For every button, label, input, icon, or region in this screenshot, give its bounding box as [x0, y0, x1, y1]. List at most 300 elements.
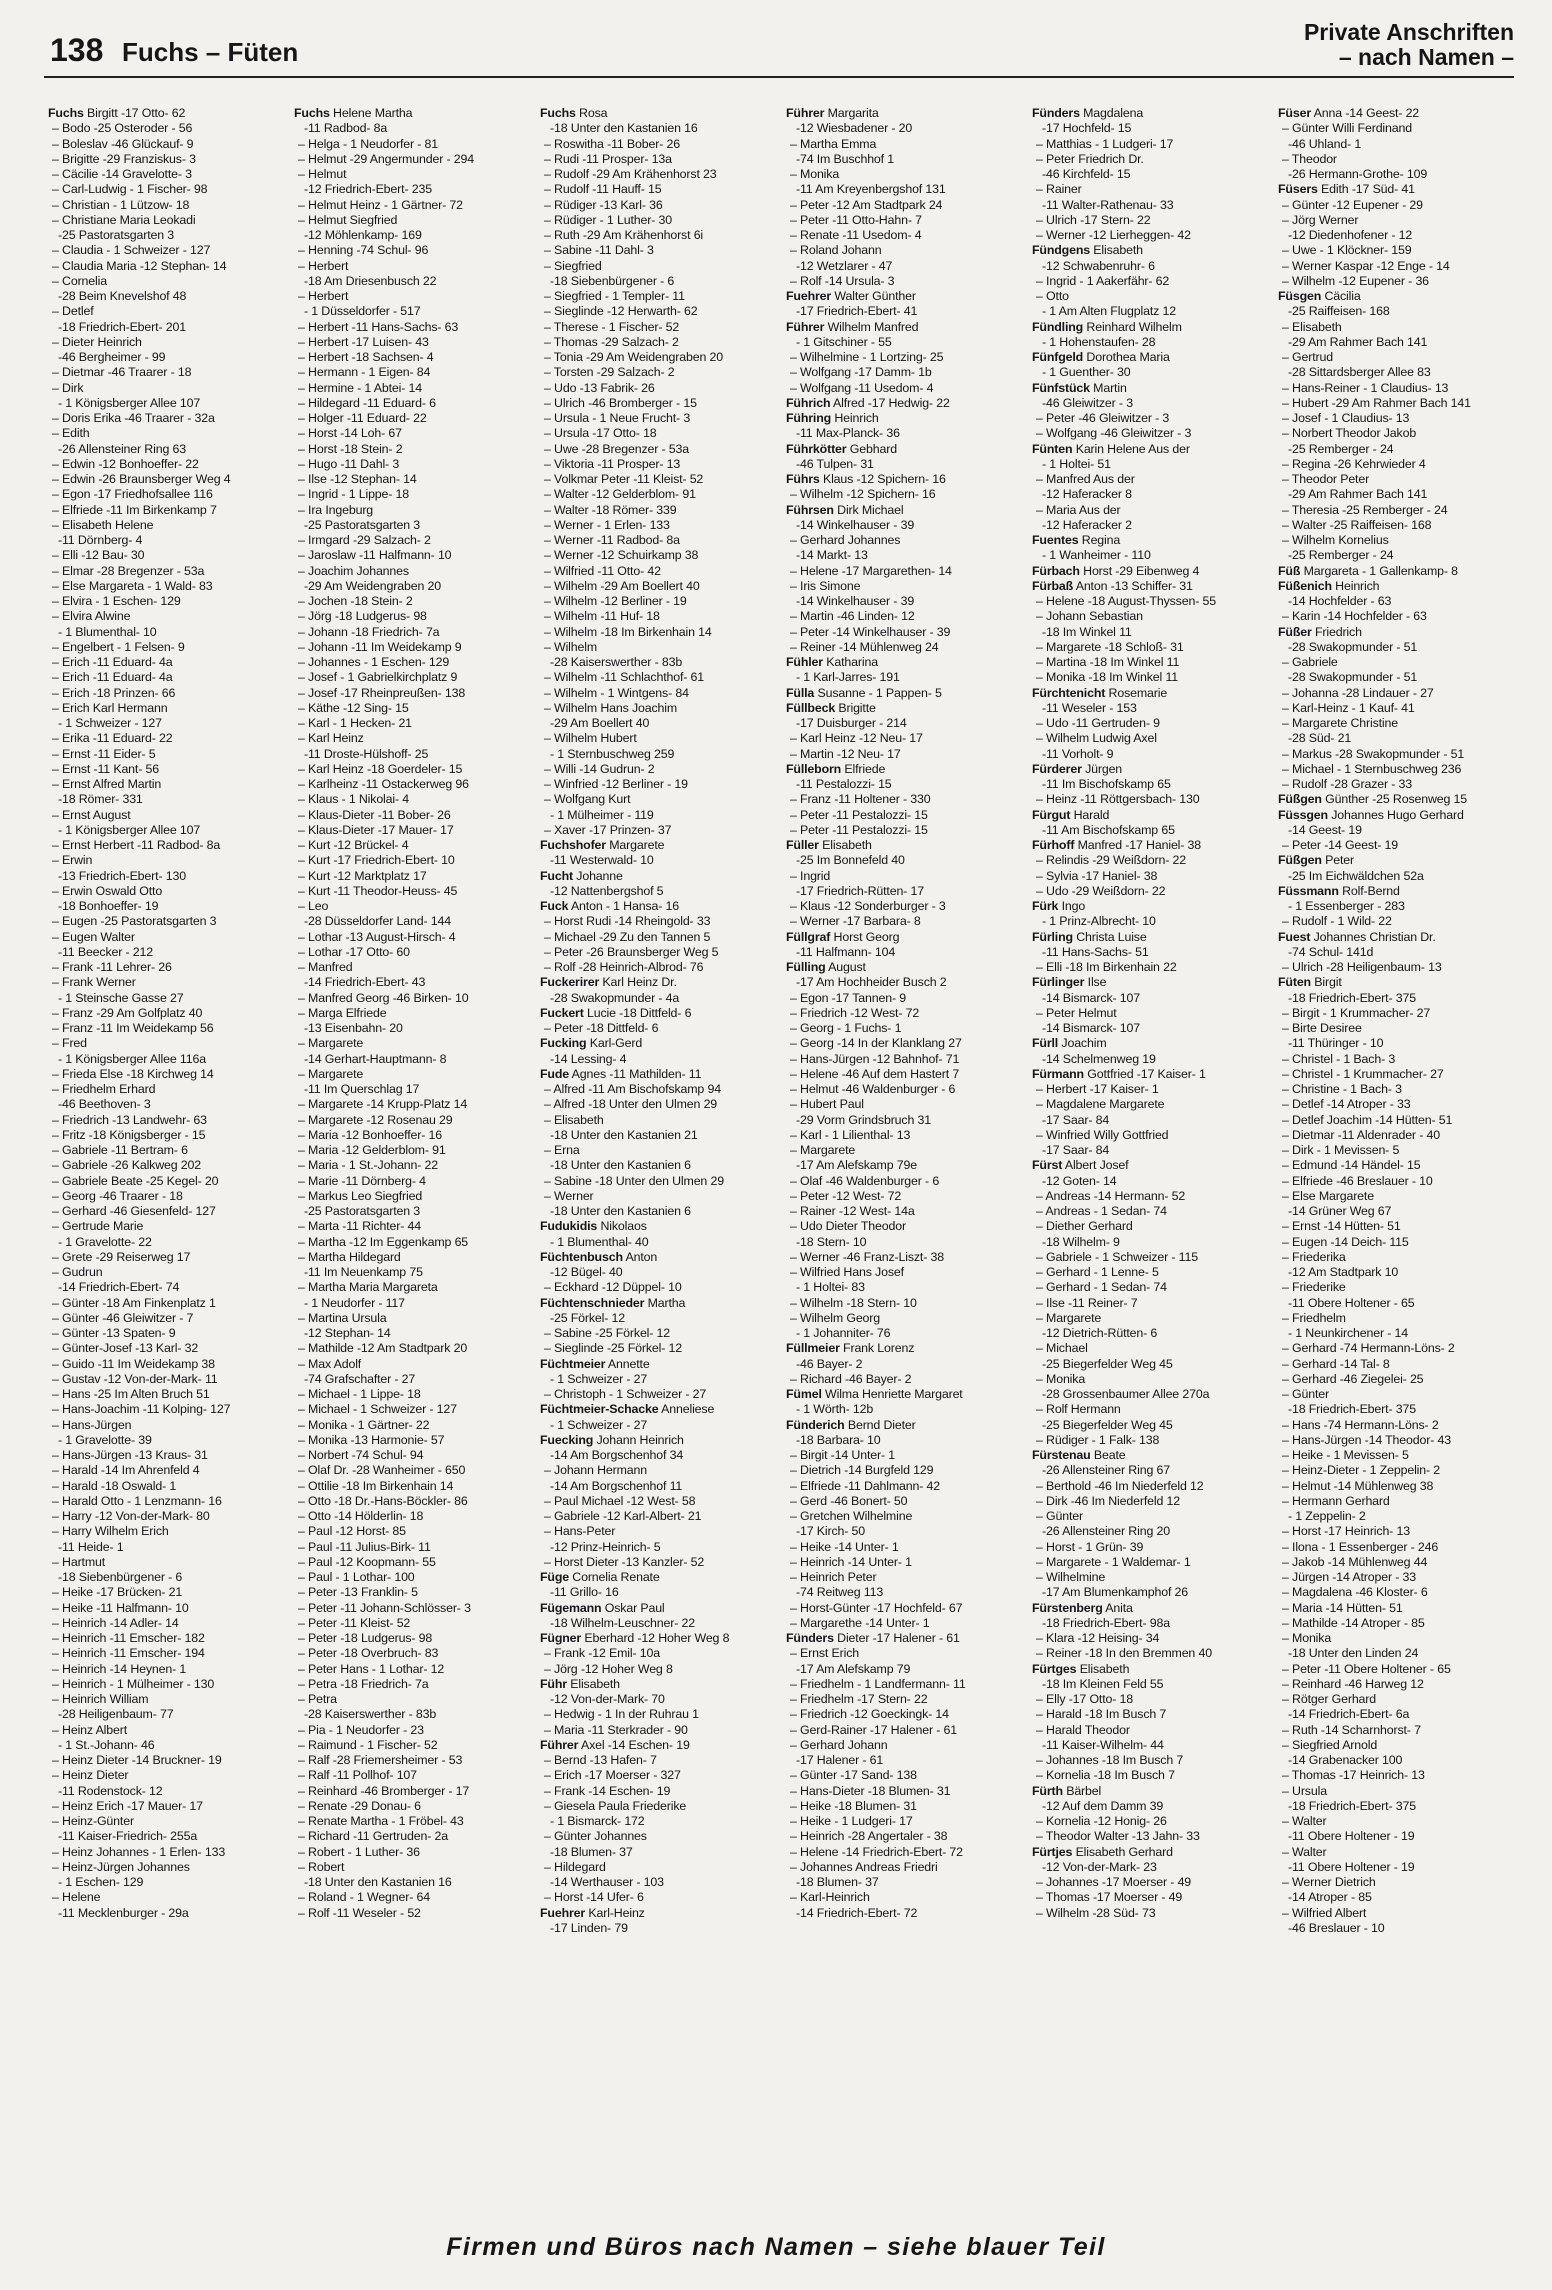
entry-text: – Margarete -12 Rosenau 29	[298, 1112, 453, 1127]
entry-text: – Ilse -11 Reiner- 7	[1036, 1295, 1138, 1310]
entry-text: – Ingrid	[790, 868, 831, 883]
directory-entry	[786, 1570, 1026, 1585]
directory-entry	[294, 381, 534, 396]
directory-entry	[48, 564, 288, 579]
directory-entry	[294, 1494, 534, 1509]
entry-text: – Walter	[1282, 1814, 1327, 1828]
directory-entry	[48, 1646, 288, 1661]
directory-entry	[1032, 1890, 1272, 1905]
surname: Führkötter	[786, 441, 847, 456]
directory-entry	[786, 1448, 1026, 1463]
entry-text: Karin Helene Aus der	[1075, 441, 1190, 456]
directory-entry	[786, 808, 1026, 823]
entry-text: – Matthias - 1 Ludgeri- 17	[1036, 136, 1174, 151]
entry-text: Anton	[625, 1249, 658, 1264]
entry-text: – Peter -11 Obere Holtener - 65	[1282, 1661, 1451, 1676]
entry-text: – Siegfried Arnold	[1282, 1737, 1378, 1752]
directory-entry	[294, 1524, 534, 1539]
directory-entry	[786, 1433, 1026, 1448]
entry-text: -18 Wilhelm- 9	[1042, 1234, 1120, 1249]
entry-text: Elfriede	[844, 761, 886, 776]
entry-text: – Werner -12 Schuirkamp 38	[544, 548, 699, 563]
entry-text: – Elvira Alwine	[52, 609, 131, 624]
entry-text: – Hans-Jürgen -12 Bahnhof- 71	[790, 1051, 960, 1066]
directory-entry	[1278, 289, 1518, 304]
directory-entry	[294, 472, 534, 487]
entry-text: – Jaroslaw -11 Halfmann- 10	[298, 548, 452, 563]
directory-entry	[294, 1646, 534, 1661]
directory-entry	[294, 457, 534, 472]
entry-text: - 1 Neudorfer - 117	[304, 1295, 405, 1310]
directory-entry	[1278, 777, 1518, 792]
entry-text: - 1 Eschen- 129	[58, 1875, 144, 1889]
entry-text: -11 Im Querschlag 17	[304, 1082, 420, 1096]
entry-text: – Detlef -14 Atroper - 33	[1282, 1097, 1411, 1112]
directory-entry	[1032, 1585, 1272, 1600]
directory-entry	[1032, 243, 1272, 258]
surname: Fuchs	[540, 106, 576, 120]
directory-entry	[540, 1387, 780, 1402]
directory-entry	[294, 274, 534, 289]
entry-text: Oskar Paul	[604, 1600, 665, 1615]
directory-entry	[294, 1677, 534, 1692]
directory-entry	[786, 533, 1026, 548]
entry-text: – Hermine - 1 Abtei- 14	[298, 380, 422, 395]
directory-entry	[786, 1738, 1026, 1753]
directory-entry	[294, 396, 534, 411]
directory-entry	[786, 167, 1026, 182]
surname: Fucht	[540, 868, 573, 883]
entry-text: – Peter -13 Franklin- 5	[298, 1585, 418, 1600]
entry-text: Martha	[647, 1295, 686, 1310]
directory-entry	[294, 182, 534, 197]
entry-text: -18 Friedrich-Ebert- 375	[1288, 990, 1416, 1005]
directory-entry	[48, 1738, 288, 1753]
entry-text: - 1 Sternbuschweg 259	[550, 746, 675, 761]
entry-text: – Heinrich -11 Emscher- 194	[52, 1646, 205, 1661]
directory-entry	[48, 1265, 288, 1280]
directory-entry	[48, 1387, 288, 1402]
directory-entry	[540, 914, 780, 929]
entry-text: – Ilse -12 Stephan- 14	[298, 472, 417, 486]
directory-entry	[540, 1814, 780, 1829]
directory-entry	[540, 747, 780, 762]
entry-text: – Heinrich -14 Unter- 1	[790, 1554, 912, 1569]
entry-text: -11 Weseler - 153	[1042, 700, 1137, 715]
entry-text: -29 Am Rahmer Bach 141	[1288, 487, 1428, 502]
entry-text: – Joachim Johannes	[298, 563, 409, 578]
directory-entry	[48, 1219, 288, 1234]
entry-text: – Fred	[52, 1036, 87, 1051]
entry-text: – Ursula	[1282, 1783, 1327, 1798]
entry-text: – Otto -14 Hölderlin- 18	[298, 1509, 424, 1523]
entry-text: – Franz -11 Im Weidekamp 56	[52, 1021, 214, 1035]
directory-entry	[48, 1174, 288, 1189]
directory-entry	[540, 533, 780, 548]
entry-text: – Birgit - 1 Krummacher- 27	[1282, 1005, 1431, 1020]
entry-text: – Friedrich -13 Landwehr- 63	[52, 1112, 207, 1127]
directory-entry	[1032, 1143, 1272, 1158]
entry-text: – Frank Werner	[52, 975, 136, 990]
entry-text: – Helene	[52, 1890, 101, 1905]
entry-text: – Detlef	[52, 304, 94, 319]
entry-text: – Grete -29 Reiserweg 17	[52, 1249, 191, 1264]
entry-text: -12 Dietrich-Rütten- 6	[1042, 1326, 1158, 1340]
directory-entry	[540, 945, 780, 960]
entry-text: Rolf-Bernd	[1342, 883, 1400, 898]
directory-entry	[294, 1250, 534, 1265]
entry-text: – Walter	[1282, 1844, 1327, 1859]
entry-text: – Karl Heinz -12 Neu- 17	[790, 731, 923, 746]
entry-text: - 1 Königsberger Allee 107	[58, 395, 201, 410]
entry-text: – Horst -14 Loh- 67	[298, 426, 402, 441]
directory-entry	[540, 1555, 780, 1570]
entry-text: – Sieglinde -12 Herwarth- 62	[544, 304, 698, 319]
directory-entry	[294, 1463, 534, 1478]
entry-text: – Gerhard Johannes	[790, 533, 901, 547]
directory-entry	[540, 213, 780, 228]
directory-entry	[294, 1006, 534, 1021]
directory-entry	[294, 1662, 534, 1677]
directory-entry	[294, 1616, 534, 1631]
entry-text: – Günter	[1036, 1509, 1084, 1523]
directory-entry	[786, 1631, 1026, 1646]
surname: Fuck	[540, 899, 569, 913]
directory-entry	[294, 609, 534, 624]
directory-entry	[1278, 823, 1518, 838]
directory-entry	[1278, 1570, 1518, 1585]
entry-text: -11 Heide- 1	[58, 1539, 124, 1554]
entry-text: – Dirk	[52, 380, 84, 395]
entry-text: – Gudrun	[52, 1265, 103, 1279]
entry-text: -17 Hochfeld- 15	[1042, 121, 1132, 136]
entry-text: Beate	[1093, 1448, 1126, 1462]
entry-text: – Gabriele - 1 Schweizer - 115	[1036, 1249, 1198, 1264]
directory-entry	[48, 274, 288, 289]
entry-text: Peter	[1325, 853, 1355, 868]
directory-entry	[540, 1494, 780, 1509]
directory-entry	[48, 121, 288, 136]
directory-entry	[786, 1784, 1026, 1799]
directory-entry	[294, 533, 534, 548]
directory-entry	[786, 1677, 1026, 1692]
entry-text: – Ralf -11 Pollhof- 107	[298, 1768, 417, 1783]
directory-entry	[294, 914, 534, 929]
directory-entry	[786, 1326, 1026, 1341]
directory-entry	[540, 930, 780, 945]
entry-text: -28 Süd- 21	[1288, 731, 1352, 746]
entry-text: Agnes -11 Mathilden- 11	[571, 1066, 702, 1081]
entry-text: -26 Allensteiner Ring 63	[58, 441, 186, 456]
entry-text: -11 Grillo- 16	[550, 1585, 619, 1600]
entry-text: – Peter -18 Overbruch- 83	[298, 1646, 439, 1661]
entry-text: – Johannes -18 Im Busch 7	[1036, 1753, 1184, 1767]
directory-entry	[1032, 655, 1272, 670]
directory-entry	[48, 1723, 288, 1738]
surname: Fude	[540, 1066, 569, 1081]
directory-entry	[1278, 1677, 1518, 1692]
directory-entry	[786, 1067, 1026, 1082]
entry-text: -12 Am Stadtpark 10	[1288, 1265, 1399, 1279]
directory-entry	[48, 228, 288, 243]
entry-text: Ingo	[1061, 899, 1086, 913]
directory-entry	[540, 1097, 780, 1112]
entry-text: -12 Haferacker 8	[1042, 487, 1132, 502]
directory-entry	[540, 1280, 780, 1295]
entry-text: – Michael - 1 Schweizer - 127	[298, 1402, 457, 1417]
entry-text: – Wilhelm -18 Stern- 10	[790, 1295, 917, 1310]
directory-entry	[1032, 1021, 1272, 1036]
directory-entry	[786, 228, 1026, 243]
entry-text: – Horst -14 Ufer- 6	[544, 1890, 644, 1905]
directory-entry	[1032, 594, 1272, 609]
directory-entry	[786, 1174, 1026, 1189]
entry-text: Margarete	[609, 838, 665, 852]
entry-text: – Elvira - 1 Eschen- 129	[52, 594, 181, 608]
entry-text: Horst Georg	[833, 929, 900, 944]
directory-entry	[540, 457, 780, 472]
entry-text: – Rudolf - 1 Wild- 22	[1282, 914, 1392, 929]
entry-text: Dieter -17 Halener - 61	[837, 1631, 960, 1645]
directory-entry	[540, 426, 780, 441]
entry-text: Karl-Gerd	[589, 1036, 643, 1051]
entry-text: – Horst-Günter -17 Hochfeld- 67	[790, 1600, 963, 1615]
entry-text: – Rudolf -11 Hauff- 15	[544, 182, 662, 197]
entry-text: – Theodor Peter	[1282, 472, 1370, 486]
entry-text: -18 Unter den Kastanien 16	[550, 121, 698, 136]
directory-entry	[1278, 1448, 1518, 1463]
entry-text: – Ernst Alfred Martin	[52, 777, 162, 791]
directory-entry	[1278, 548, 1518, 563]
directory-entry	[294, 1280, 534, 1295]
entry-text: – Gretchen Wilhelmine	[790, 1509, 913, 1523]
entry-text: – Wilhelm Ludwig Axel	[1036, 731, 1157, 746]
directory-entry	[294, 1341, 534, 1356]
entry-text: – Ingrid - 1 Aakerfähr- 62	[1036, 273, 1170, 288]
directory-entry	[294, 411, 534, 426]
directory-entry	[294, 259, 534, 274]
directory-entry	[1278, 1174, 1518, 1189]
directory-entry	[294, 137, 534, 152]
directory-entry	[294, 899, 534, 914]
entry-text: -12 Haferacker 2	[1042, 517, 1132, 532]
directory-entry	[1278, 1036, 1518, 1051]
entry-text: -18 Friedrich-Ebert- 375	[1288, 1402, 1416, 1417]
directory-entry	[294, 198, 534, 213]
entry-text: – Harald -14 Im Ahrenfeld 4	[52, 1463, 200, 1478]
directory-entry	[786, 640, 1026, 655]
directory-entry	[786, 1692, 1026, 1707]
directory-entry	[48, 442, 288, 457]
entry-text: – Werner -17 Barbara- 8	[790, 914, 921, 929]
surname: Fuecking	[540, 1432, 594, 1447]
directory-entry	[294, 1906, 534, 1921]
entry-text: – Günter	[1282, 1387, 1330, 1401]
entry-text: – Christoph - 1 Schweizer - 27	[544, 1387, 707, 1401]
directory-entry	[1032, 121, 1272, 136]
directory-entry	[540, 442, 780, 457]
surname: Füßenich	[1278, 578, 1332, 593]
directory-entry	[786, 1311, 1026, 1326]
surname: Füller	[786, 838, 819, 852]
entry-text: - 1 Königsberger Allee 107	[58, 822, 201, 837]
directory-entry	[540, 1402, 780, 1417]
entry-text: – Michael - 1 Sternbuschweg 236	[1282, 761, 1462, 776]
directory-entry	[1032, 1768, 1272, 1783]
entry-text: Anneliese	[661, 1402, 715, 1417]
entry-text: -26 Allensteiner Ring 20	[1042, 1524, 1170, 1539]
directory-entry	[1032, 304, 1272, 319]
entry-text: – Erich -11 Eduard- 4a	[52, 655, 173, 669]
entry-text: – Petra	[298, 1692, 337, 1706]
entry-text: -11 Halfmann- 104	[796, 944, 896, 959]
entry-text: – Werner - 1 Erlen- 133	[544, 517, 670, 532]
entry-text: Elisabeth	[570, 1676, 620, 1691]
entry-text: -18 Im Winkel 11	[1042, 624, 1132, 639]
directory-entry	[1032, 533, 1272, 548]
directory-entry	[1032, 1646, 1272, 1661]
surname: Füser	[1278, 106, 1311, 120]
directory-entry	[48, 731, 288, 746]
entry-text: – Heinz -11 Röttgersbach- 130	[1036, 792, 1200, 807]
entry-text: – Herbert	[298, 258, 349, 273]
surname: Fuckerirer	[540, 975, 600, 990]
entry-text: – Gertrud	[1282, 350, 1333, 364]
entry-text: – Wolfgang -11 Usedom- 4	[790, 380, 934, 395]
entry-text: -25 Im Eichwäldchen 52a	[1288, 868, 1424, 883]
directory-entry	[786, 335, 1026, 350]
directory-entry	[294, 1707, 534, 1722]
directory-entry	[48, 1006, 288, 1021]
entry-text: – Margarete -18 Schloß- 31	[1036, 639, 1184, 654]
directory-entry	[540, 1799, 780, 1814]
directory-entry	[540, 1311, 780, 1326]
directory-entry	[786, 1143, 1026, 1158]
directory-entry	[48, 1143, 288, 1158]
directory-entry	[540, 838, 780, 853]
entry-text: Elisabeth	[1093, 243, 1143, 258]
entry-text: – Heinrich Peter	[790, 1570, 877, 1584]
entry-text: -28 Swakopmunder - 4a	[550, 990, 680, 1005]
entry-text: – Christine - 1 Bach- 3	[1282, 1082, 1402, 1096]
directory-entry	[1278, 1341, 1518, 1356]
directory-entry	[48, 1677, 288, 1692]
entry-text: Regina	[1081, 533, 1121, 547]
directory-entry	[294, 1097, 534, 1112]
entry-text: -11 Droste-Hülshoff- 25	[304, 746, 429, 761]
directory-entry	[786, 1296, 1026, 1311]
entry-text: -18 Am Driesenbusch 22	[304, 273, 437, 288]
directory-entry	[540, 1219, 780, 1234]
entry-text: - 1 Hohenstaufen- 28	[1042, 334, 1156, 349]
directory-entry	[1032, 899, 1272, 914]
entry-text: – Helmut Siegfried	[298, 212, 398, 227]
directory-entry	[294, 686, 534, 701]
directory-entry	[1278, 1296, 1518, 1311]
entry-text: – Lothar -17 Otto- 60	[298, 944, 410, 959]
directory-entry	[1032, 1570, 1272, 1585]
entry-text: – Udo -29 Weißdorn- 22	[1036, 883, 1166, 898]
entry-text: -11 Max-Planck- 36	[796, 426, 900, 441]
surname: Füßgen	[1278, 853, 1322, 868]
directory-entry	[48, 1555, 288, 1570]
entry-text: – Lothar -13 August-Hirsch- 4	[298, 929, 456, 944]
directory-entry	[1278, 884, 1518, 899]
directory-entry	[540, 1036, 780, 1051]
directory-entry	[48, 869, 288, 884]
entry-text: Alfred -17 Hedwig- 22	[833, 395, 950, 410]
directory-entry	[1032, 1418, 1272, 1433]
entry-text: – Doris Erika -46 Traarer - 32a	[52, 411, 215, 425]
entry-text: -28 Grossenbaumer Allee 270a	[1042, 1387, 1210, 1401]
entry-text: Joachim	[1061, 1036, 1107, 1051]
entry-text: -17 Friedrich-Rütten- 17	[796, 883, 924, 898]
surname: Füssgen	[1278, 807, 1328, 822]
entry-text: – Hubert -29 Am Rahmer Bach 141	[1282, 395, 1471, 410]
directory-entry	[48, 518, 288, 533]
directory-entry	[1278, 625, 1518, 640]
entry-text: – Norbert Theodor Jakob	[1282, 426, 1417, 441]
entry-text: – Michael	[1036, 1341, 1088, 1356]
entry-text: – Thomas -17 Moerser - 49	[1036, 1890, 1183, 1905]
entry-text: – Dieter Heinrich	[52, 334, 142, 349]
entry-text: Wilma Henriette Margaret	[825, 1387, 963, 1401]
directory-entry	[1032, 1524, 1272, 1539]
directory-entry	[1032, 747, 1272, 762]
directory-entry	[1278, 503, 1518, 518]
entry-text: – Ulrich -17 Stern- 22	[1036, 212, 1151, 227]
entry-text: -14 Winkelhauser - 39	[796, 517, 915, 532]
entry-text: -46 Gleiwitzer - 3	[1042, 395, 1133, 410]
entry-text: – Cäcilie -14 Gravelotte- 3	[52, 167, 192, 181]
directory-entry	[540, 1052, 780, 1067]
directory-entry	[540, 152, 780, 167]
entry-text: – Rüdiger - 1 Luther- 30	[544, 212, 672, 227]
directory-entry	[540, 716, 780, 731]
entry-text: – Ernst Herbert -11 Radbod- 8a	[52, 838, 221, 852]
entry-text: – Monika -18 Im Winkel 11	[1036, 670, 1179, 685]
entry-text: -12 Friedrich-Ebert- 235	[304, 182, 432, 197]
surname: Fürlinger	[1032, 975, 1085, 990]
directory-entry	[294, 335, 534, 350]
surname: Fündling	[1032, 319, 1084, 334]
directory-entry	[1278, 914, 1518, 929]
directory-entry	[1278, 975, 1518, 990]
entry-text: - 1 Johanniter- 76	[796, 1326, 891, 1340]
entry-text: Anita	[1105, 1600, 1133, 1615]
entry-text: – Richard -46 Bayer- 2	[790, 1371, 912, 1386]
directory-entry	[1032, 869, 1272, 884]
entry-text: -11 Obere Holtener - 19	[1288, 1859, 1415, 1874]
directory-entry	[1032, 259, 1272, 274]
surname: Fürll	[1032, 1036, 1059, 1051]
directory-entry	[786, 1036, 1026, 1051]
entry-text: – Rolf -28 Heinrich-Albrod- 76	[544, 960, 704, 974]
directory-entry	[48, 1433, 288, 1448]
directory-entry	[294, 106, 534, 121]
entry-text: – Peter -11 Kleist- 52	[298, 1615, 411, 1630]
directory-entry	[1278, 731, 1518, 746]
entry-text: – Wilhelm Georg	[790, 1310, 881, 1325]
directory-entry	[294, 930, 534, 945]
directory-entry	[48, 411, 288, 426]
directory-entry	[786, 442, 1026, 457]
entry-text: – Fritz -18 Königsberger - 15	[52, 1127, 206, 1142]
directory-entry	[1032, 930, 1272, 945]
entry-text: – Engelbert - 1 Felsen- 9	[52, 639, 185, 654]
directory-entry	[294, 945, 534, 960]
directory-entry	[540, 1479, 780, 1494]
